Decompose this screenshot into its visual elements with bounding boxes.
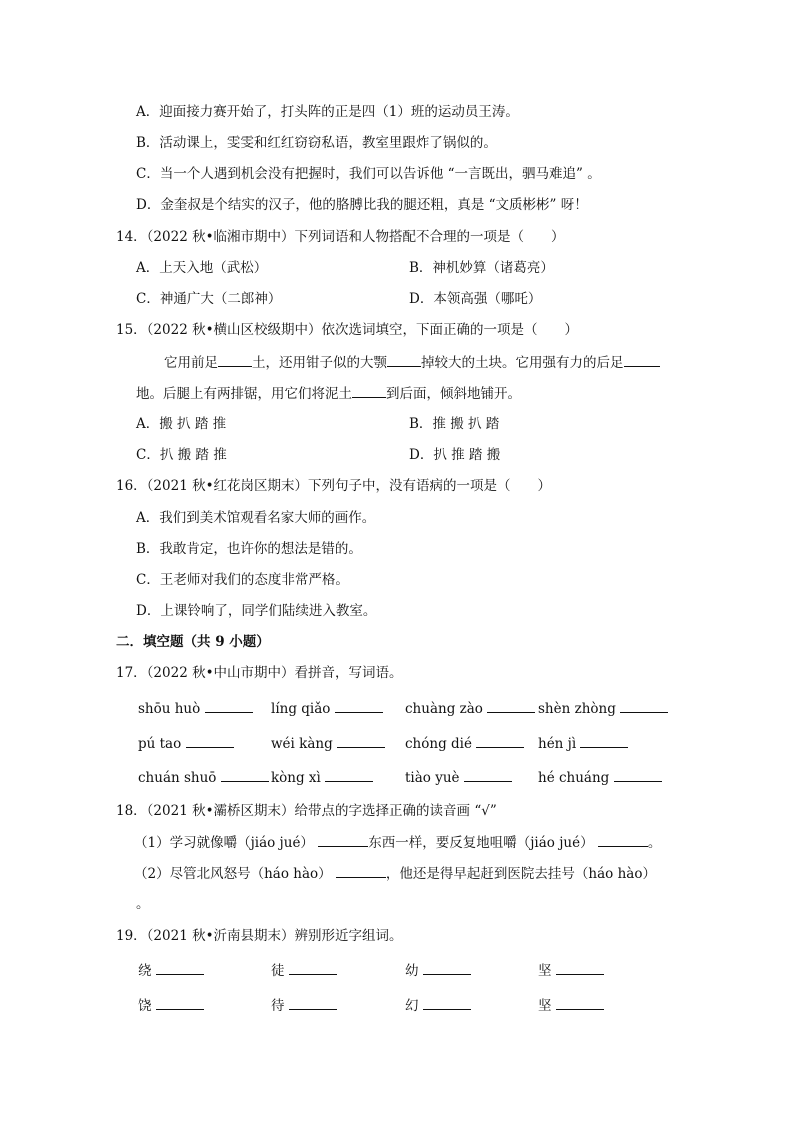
q18-stem: 18．（2021 秋•灞桥区期末）给带点的字选择正确的读音画 “√”	[116, 803, 497, 819]
q13-option-d: D．金奎叔是个结实的汉子，他的胳膊比我的腿还粗，真是 “文质彬彬” 呀！	[136, 197, 588, 213]
q14-stem: 14．（2022 秋•临湘市期中）下列词语和人物搭配不合理的一项是（ ）	[116, 229, 565, 245]
q14-option-c: C．神通广大（二郎神）	[136, 291, 282, 307]
q16-option-a: A．我们到美术馆观看名家大师的画作。	[136, 510, 376, 526]
q15-text-3: 掉较大的土块。它用强有力的后足	[421, 355, 624, 371]
pinyin-label: chuàng zào	[405, 701, 483, 717]
answer-blank[interactable]	[464, 767, 512, 782]
answer-blank[interactable]	[487, 698, 535, 713]
q18-text: 东西一样，要反复地咀嚼（jiáo jué）	[368, 835, 594, 851]
q19-item	[271, 960, 337, 981]
q13-option-a: A．迎面接力赛开始了，打头阵的正是四（1）班的运动员王涛。	[136, 104, 519, 120]
q14-option-d: D．本领高强（哪吒）	[409, 291, 542, 307]
character-label: 徒	[271, 963, 285, 979]
q17-item	[271, 767, 373, 788]
q15-passage-line1	[164, 352, 660, 373]
q15-blank-3[interactable]	[624, 352, 660, 367]
q13-option-b: B．活动课上，雯雯和红红窃窃私语，教室里跟炸了锅似的。	[136, 135, 497, 151]
q16-option-b: B．我敢肯定，也许你的想法是错的。	[136, 541, 362, 557]
answer-blank[interactable]	[221, 767, 269, 782]
q19-item	[405, 960, 471, 981]
answer-blank[interactable]	[556, 995, 604, 1010]
answer-blank[interactable]	[580, 733, 628, 748]
q15-option-a: A．搬 扒 踏 推	[136, 416, 227, 432]
answer-blank[interactable]	[289, 960, 337, 975]
q15-text-4: 地。后腿上有两排锯，用它们将泥土	[136, 386, 352, 402]
q17-item	[405, 733, 524, 754]
q19-item	[538, 995, 604, 1016]
q15-stem: 15．（2022 秋•横山区校级期中）依次选词填空，下面正确的一项是（ ）	[116, 322, 579, 338]
q18-text: （2）尽管北风怒号（háo hào）	[134, 866, 332, 882]
answer-blank[interactable]	[156, 960, 204, 975]
q17-item	[138, 698, 253, 719]
answer-blank[interactable]	[318, 832, 368, 847]
pinyin-label: chuán shuō	[138, 770, 217, 786]
pinyin-label: pú tao	[138, 736, 182, 752]
q19-item	[271, 995, 337, 1016]
character-label: 坚	[538, 963, 552, 979]
answer-blank[interactable]	[556, 960, 604, 975]
answer-blank[interactable]	[620, 698, 668, 713]
pinyin-label: shèn zhòng	[538, 701, 616, 717]
answer-blank[interactable]	[156, 995, 204, 1010]
q18-text: ，他还是得早起赶到医院去挂号（háo hào）	[385, 866, 656, 882]
q15-text-1: 它用前足	[164, 355, 218, 371]
character-label: 幻	[405, 998, 419, 1014]
q15-blank-4[interactable]	[352, 383, 386, 398]
answer-blank[interactable]	[186, 733, 234, 748]
q15-text-2: 土，还用钳子似的大颚	[252, 355, 387, 371]
q17-item	[271, 698, 383, 719]
q15-option-b: B．推 搬 扒 踏	[409, 416, 500, 432]
section-title: 二．填空题（共 9 小题）	[116, 634, 270, 650]
q17-item	[538, 698, 668, 719]
q16-option-d: D．上课铃响了，同学们陆续进入教室。	[136, 603, 377, 619]
q19-item	[138, 960, 204, 981]
answer-blank[interactable]	[423, 995, 471, 1010]
q17-item	[538, 767, 662, 788]
q15-blank-1[interactable]	[218, 352, 252, 367]
answer-blank[interactable]	[336, 863, 386, 878]
answer-blank[interactable]	[205, 698, 253, 713]
answer-blank[interactable]	[335, 698, 383, 713]
character-label: 绕	[138, 963, 152, 979]
q13-option-c: C．当一个人遇到机会没有把握时，我们可以告诉他 “一言既出，驷马难追” 。	[136, 166, 601, 182]
q19-item	[138, 995, 204, 1016]
pinyin-label: hén jì	[538, 736, 577, 752]
pinyin-label: tiào yuè	[405, 770, 460, 786]
answer-blank[interactable]	[614, 767, 662, 782]
q17-item	[405, 767, 512, 788]
q17-item	[538, 733, 628, 754]
answer-blank[interactable]	[337, 733, 385, 748]
q16-option-c: C．王老师对我们的态度非常严格。	[136, 572, 349, 588]
q17-item	[138, 733, 234, 754]
q17-item	[138, 767, 269, 788]
q18-sentence-2-end: 。	[136, 896, 150, 912]
q18-text: （1）学习就像嚼（jiáo jué）	[134, 835, 314, 851]
q15-passage-line2	[136, 383, 521, 404]
answer-blank[interactable]	[289, 995, 337, 1010]
pinyin-label: wéi kàng	[271, 736, 333, 752]
q15-option-d: D．扒 推 踏 搬	[409, 447, 501, 463]
pinyin-label: líng qiǎo	[271, 701, 331, 717]
character-label: 饶	[138, 998, 152, 1014]
pinyin-label: shōu huò	[138, 701, 201, 717]
q14-option-b: B．神机妙算（诸葛亮）	[409, 260, 554, 276]
q18-text: 。	[647, 835, 662, 851]
pinyin-label: chóng dié	[405, 736, 472, 752]
character-label: 坚	[538, 998, 552, 1014]
q15-blank-2[interactable]	[387, 352, 421, 367]
q16-stem: 16．（2021 秋•红花岗区期末）下列句子中，没有语病的一项是（ ）	[116, 478, 552, 494]
answer-blank[interactable]	[476, 733, 524, 748]
q14-option-a: A．上天入地（武松）	[136, 260, 268, 276]
q17-stem: 17．（2022 秋•中山市期中）看拼音，写词语。	[116, 665, 403, 681]
pinyin-label: hé chuáng	[538, 770, 610, 786]
answer-blank[interactable]	[325, 767, 373, 782]
q15-option-c: C．扒 搬 踏 推	[136, 447, 227, 463]
q19-item	[538, 960, 604, 981]
q18-sentence-2	[134, 863, 656, 884]
q19-item	[405, 995, 471, 1016]
answer-blank[interactable]	[423, 960, 471, 975]
character-label: 幼	[405, 963, 419, 979]
answer-blank[interactable]	[598, 832, 648, 847]
character-label: 待	[271, 998, 285, 1014]
q17-item	[271, 733, 385, 754]
q15-text-5: 到后面，倾斜地铺开。	[386, 386, 521, 402]
q17-item	[405, 698, 535, 719]
pinyin-label: kòng xì	[271, 770, 321, 786]
q18-sentence-1	[134, 832, 661, 853]
q19-stem: 19．（2021 秋•沂南县期末）辨别形近字组词。	[116, 928, 403, 944]
